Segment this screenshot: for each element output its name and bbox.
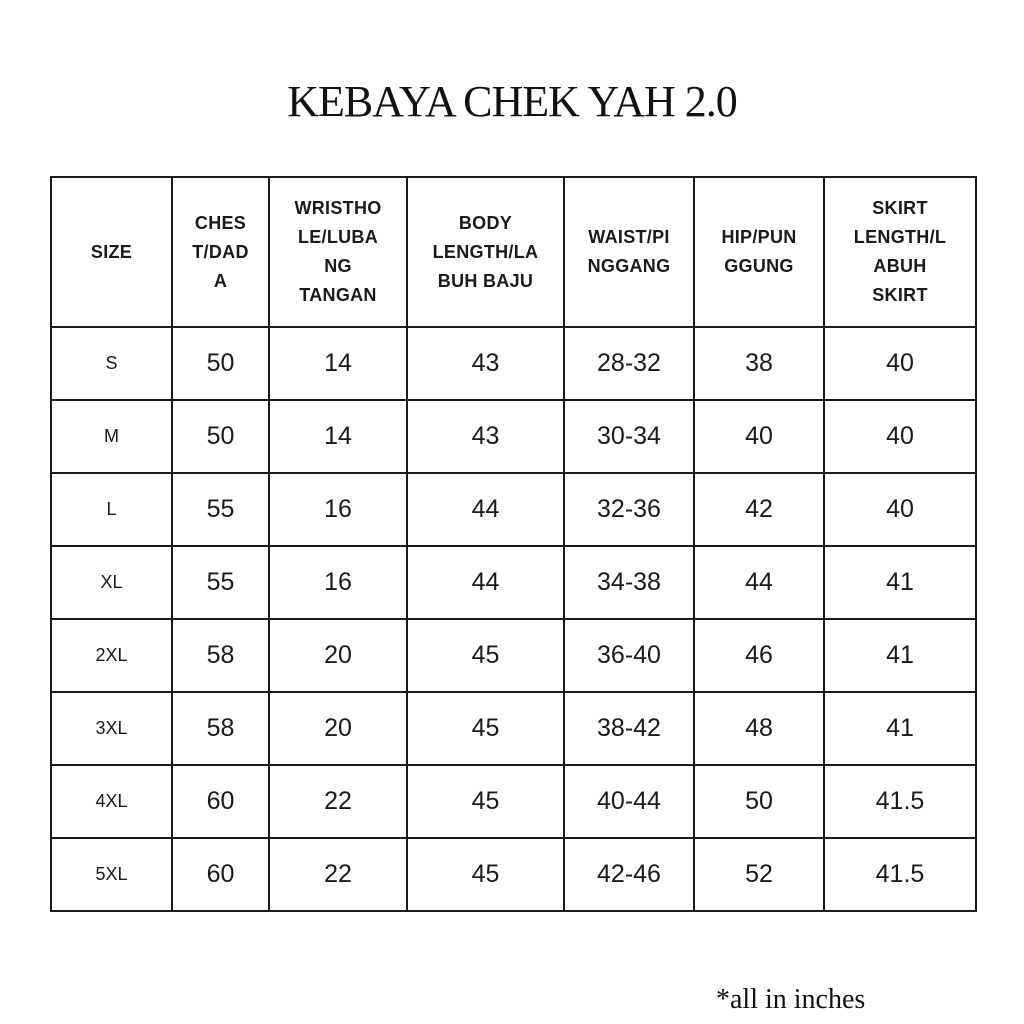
measurement-cell: 14: [269, 327, 407, 400]
column-header-label: WRISTHO LE/LUBA NG TANGAN: [294, 198, 382, 305]
measurement-cell: 38: [694, 327, 824, 400]
measurement-cell: 32-36: [564, 473, 694, 546]
size-cell: S: [51, 327, 172, 400]
table-body: [51, 327, 976, 911]
measurement-cell: 45: [407, 619, 564, 692]
measurement-cell: 20: [269, 692, 407, 765]
measurement-cell: 50: [172, 327, 269, 400]
measurement-cell: 60: [172, 765, 269, 838]
measurement-cell: 30-34: [564, 400, 694, 473]
measurement-cell: 41.5: [824, 765, 976, 838]
measurement-cell: 58: [172, 692, 269, 765]
measurement-cell: 22: [269, 765, 407, 838]
measurement-cell: 40: [694, 400, 824, 473]
measurement-cell: 46: [694, 619, 824, 692]
measurement-cell: 40: [824, 327, 976, 400]
table-row: [51, 765, 976, 838]
measurement-cell: 55: [172, 473, 269, 546]
measurement-cell: 42: [694, 473, 824, 546]
measurement-cell: 42-46: [564, 838, 694, 911]
measurement-cell: 34-38: [564, 546, 694, 619]
measurement-cell: 60: [172, 838, 269, 911]
table-row: [51, 327, 976, 400]
measurement-cell: 41: [824, 546, 976, 619]
measurement-cell: 50: [172, 400, 269, 473]
measurement-cell: 38-42: [564, 692, 694, 765]
column-header-label: BODY LENGTH/LA BUH BAJU: [432, 212, 539, 291]
measurement-cell: 22: [269, 838, 407, 911]
column-header: [407, 177, 564, 327]
measurement-cell: 45: [407, 838, 564, 911]
page-title: KEBAYA CHEK YAH 2.0: [287, 77, 737, 126]
size-cell: 4XL: [51, 765, 172, 838]
table-row: [51, 692, 976, 765]
measurement-cell: 44: [407, 546, 564, 619]
measurement-cell: 16: [269, 546, 407, 619]
size-cell: M: [51, 400, 172, 473]
column-header-label: WAIST/PI NGGANG: [587, 227, 671, 276]
table-row: [51, 546, 976, 619]
measurement-cell: 16: [269, 473, 407, 546]
measurement-cell: 45: [407, 692, 564, 765]
table-row: [51, 838, 976, 911]
measurement-cell: 58: [172, 619, 269, 692]
measurement-cell: 43: [407, 400, 564, 473]
table-row: [51, 400, 976, 473]
table-row: [51, 473, 976, 546]
measurement-cell: 45: [407, 765, 564, 838]
column-header-label: SKIRT LENGTH/L ABUH SKIRT: [853, 198, 947, 305]
measurement-cell: 55: [172, 546, 269, 619]
measurement-cell: 41: [824, 619, 976, 692]
measurement-cell: 40: [824, 400, 976, 473]
table-header-row: [51, 177, 976, 327]
column-header: [172, 177, 269, 327]
column-header: [824, 177, 976, 327]
measurement-cell: 14: [269, 400, 407, 473]
measurement-cell: 50: [694, 765, 824, 838]
size-chart-table: [50, 176, 977, 912]
measurement-cell: 48: [694, 692, 824, 765]
units-note: *all in inches: [716, 984, 866, 1015]
measurement-cell: 44: [694, 546, 824, 619]
table-row: [51, 619, 976, 692]
column-header: [51, 177, 172, 327]
measurement-cell: 52: [694, 838, 824, 911]
size-cell: L: [51, 473, 172, 546]
measurement-cell: 40: [824, 473, 976, 546]
size-cell: XL: [51, 546, 172, 619]
column-header: [269, 177, 407, 327]
measurement-cell: 40-44: [564, 765, 694, 838]
measurement-cell: 20: [269, 619, 407, 692]
measurement-cell: 28-32: [564, 327, 694, 400]
measurement-cell: 41: [824, 692, 976, 765]
measurement-cell: 36-40: [564, 619, 694, 692]
measurement-cell: 43: [407, 327, 564, 400]
column-header-label: CHES T/DAD A: [192, 212, 249, 291]
column-header-label: SIZE: [90, 241, 133, 262]
column-header-label: HIP/PUN GGUNG: [721, 227, 797, 276]
size-cell: 3XL: [51, 692, 172, 765]
measurement-cell: 41.5: [824, 838, 976, 911]
column-header: [564, 177, 694, 327]
column-header: [694, 177, 824, 327]
size-cell: 2XL: [51, 619, 172, 692]
measurement-cell: 44: [407, 473, 564, 546]
size-cell: 5XL: [51, 838, 172, 911]
